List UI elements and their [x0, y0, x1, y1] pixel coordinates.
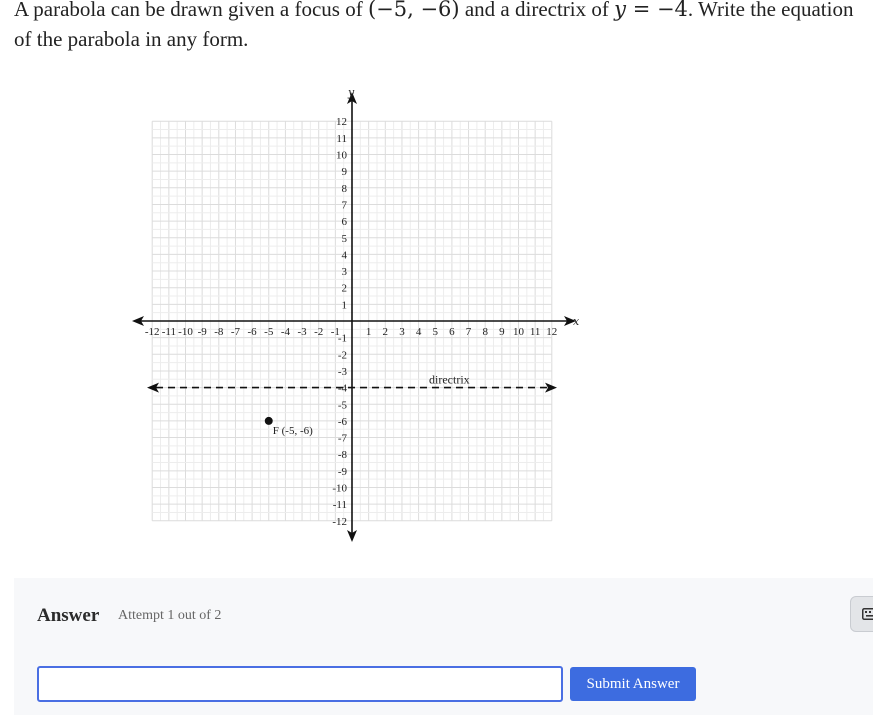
y-tick-label: 9 — [341, 166, 347, 179]
x-tick-label: -7 — [230, 326, 241, 338]
x-tick-label: 9 — [499, 326, 505, 338]
question-text — [14, 0, 859, 54]
tick-labels — [145, 116, 557, 528]
y-tick-label: -10 — [332, 482, 347, 495]
x-tick-label: -9 — [197, 326, 207, 338]
y-tick-label: -9 — [337, 465, 347, 478]
y-tick-label: -8 — [337, 449, 347, 462]
x-tick-label: -10 — [178, 326, 193, 338]
y-tick-label: 8 — [341, 182, 347, 195]
y-tick-label: 11 — [336, 132, 347, 145]
y-tick-label: 6 — [341, 216, 347, 229]
x-tick-label: -1 — [330, 326, 340, 338]
y-tick-label: -4 — [337, 382, 347, 395]
y-tick-label: 10 — [336, 149, 347, 162]
y-tick-label: -2 — [337, 349, 347, 362]
x-tick-label: -6 — [247, 326, 257, 338]
focus-label: F (-5, -6) — [272, 424, 313, 437]
submit-answer-button[interactable]: Submit Answer — [570, 667, 696, 701]
y-tick-label: -12 — [332, 515, 347, 528]
y-tick-label: 1 — [341, 299, 347, 312]
question-text-before: A parabola can be drawn given a focus of — [14, 0, 368, 21]
y-tick-label: 7 — [341, 199, 347, 212]
y-tick-label: 5 — [341, 232, 347, 245]
x-tick-label: -4 — [280, 326, 290, 338]
answer-panel — [14, 578, 873, 715]
question-text-after: . Write the equation of the parabola in any form. — [14, 0, 854, 51]
x-tick-label: -12 — [144, 326, 160, 338]
x-axis-label: x — [573, 315, 580, 328]
y-tick-label: 3 — [341, 266, 347, 279]
focus-coordinates: (−5, −6) — [367, 0, 460, 21]
x-tick-label: 1 — [365, 326, 372, 338]
x-tick-label: 10 — [513, 326, 524, 338]
y-tick-label: 12 — [336, 116, 347, 129]
y-axis-label: y — [348, 86, 355, 99]
axes — [132, 92, 576, 542]
directrix-value: = −4 — [626, 0, 688, 21]
x-tick-label: -5 — [264, 326, 274, 338]
y-tick-label: -1 — [337, 332, 347, 345]
focus-point — [265, 417, 273, 425]
y-tick-label: -3 — [337, 365, 347, 378]
directrix-label: directrix — [429, 372, 470, 387]
x-tick-label: -8 — [214, 326, 224, 338]
x-tick-label: 2 — [382, 326, 389, 338]
x-tick-label: 7 — [465, 326, 472, 338]
y-tick-label: -6 — [337, 415, 347, 428]
y-tick-label: -11 — [332, 499, 347, 512]
keyboard-icon — [862, 608, 873, 620]
directrix-variable: y — [614, 0, 627, 21]
keyboard-button[interactable] — [850, 596, 873, 632]
x-tick-label: 6 — [449, 326, 455, 338]
coordinate-graph — [128, 84, 588, 546]
directrix-equation — [614, 0, 688, 21]
question-text-middle: and a directrix of — [459, 0, 615, 21]
x-tick-label: 5 — [432, 326, 438, 338]
y-tick-label: -7 — [337, 432, 347, 445]
y-tick-label: 4 — [341, 249, 347, 262]
x-tick-label: 3 — [399, 326, 405, 338]
answer-input[interactable] — [37, 666, 563, 702]
y-tick-label: 2 — [341, 282, 347, 295]
x-tick-label: 4 — [415, 326, 422, 338]
x-tick-label: -3 — [297, 326, 307, 338]
x-tick-label: 11 — [529, 326, 541, 338]
x-tick-label: 8 — [482, 326, 488, 338]
attempt-counter: Attempt 1 out of 2 — [118, 608, 222, 623]
y-tick-label: -5 — [337, 399, 347, 412]
x-tick-label: -2 — [314, 326, 324, 338]
x-tick-label: 12 — [546, 326, 558, 338]
x-tick-label: -11 — [161, 326, 176, 338]
answer-title: Answer — [37, 605, 100, 626]
